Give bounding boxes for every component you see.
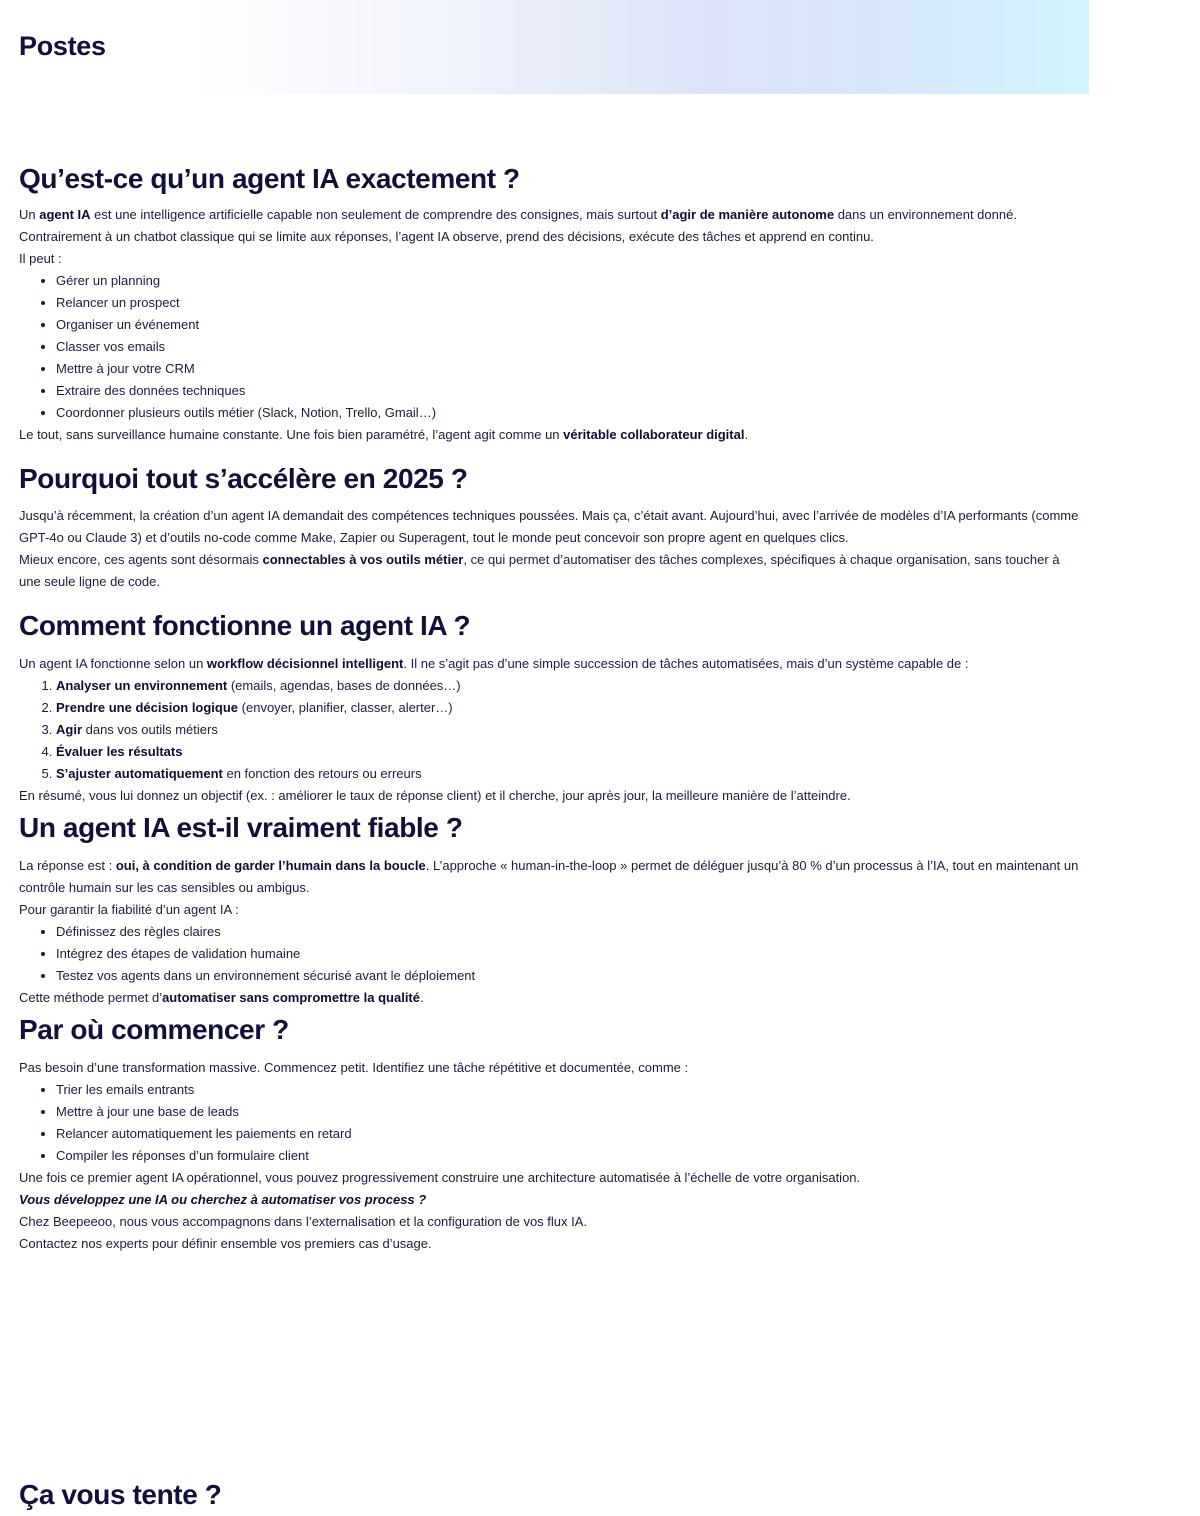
bold-text: véritable collaborateur digital [563, 427, 745, 442]
paragraph: Cette méthode permet d’automatiser sans compromettre la qualité. [19, 990, 424, 1005]
paragraph: La réponse est : oui, à condition de garder l’humain dans la boucle. L’approche « human-in-the-loop » permet de déléguer jusqu’à 80 % d’un processus à l’IA, tout en maintenant un contrôle humain sur les cas sensibles ou ambigus. [19, 858, 1079, 895]
list-item: • Classer vos emails [56, 336, 1081, 358]
bold-text: automatiser sans compromettre la qualité [162, 990, 420, 1005]
paragraph: Une fois ce premier agent IA opérationnel, vous pouvez progressivement construire une architecture automatisée à l’échelle de votre organisation. [19, 1170, 861, 1185]
bold-text: workflow décisionnel intelligent [206, 656, 404, 671]
paragraph: Un agent IA est une intelligence artificielle capable non seulement de comprendre des consignes, mais surtout d’agir de manière autonome dans un environnement donné. Contrairement à un chatbot classique qui se limite aux réponses, l’agent IA observe, prend des décisions, exécute des tâches et apprend en continu. [19, 207, 1017, 244]
section-title: Un agent IA est-il vraiment fiable ? [19, 812, 463, 843]
list-item: • Mettre à jour votre CRM [56, 358, 1081, 380]
list-item: • Relancer automatiquement les paiements en retard [56, 1123, 1081, 1145]
list-item: 1. Analyser un environnement (emails, agendas, bases de données…) [56, 675, 1081, 697]
list-item: • Intégrez des étapes de validation humaine [56, 943, 1081, 965]
bold-text: agent IA [39, 207, 91, 222]
section-title: Pourquoi tout s’accélère en 2025 ? [19, 463, 468, 494]
bold-text: connectables à vos outils métier [262, 552, 464, 567]
paragraph: Pour garantir la fiabilité d’un agent IA : [19, 902, 239, 917]
cta-question: Vous développez une IA ou cherchez à automatiser vos process ? [19, 1192, 427, 1207]
list-item: • Testez vos agents dans un environnement sécurisé avant le déploiement [56, 965, 1081, 987]
list-item: • Coordonner plusieurs outils métier (Slack, Notion, Trello, Gmail…) [56, 402, 1081, 424]
bold-text: d’agir de manière autonome [660, 207, 835, 222]
footer-section-title: Ça vous tente ? [19, 1479, 222, 1510]
list-item: 4. Évaluer les résultats [56, 741, 1081, 763]
paragraph: Chez Beepeeoo, nous vous accompagnons dans l’externalisation et la configuration de vos flux IA. [19, 1214, 588, 1229]
section-title: Par où commencer ? [19, 1014, 289, 1045]
section-title: Comment fonctionne un agent IA ? [19, 610, 471, 641]
paragraph: Un agent IA fonctionne selon un workflow décisionnel intelligent. Il ne s’agit pas d’une simple succession de tâches automatisées, mais d’un système capable de : [19, 656, 969, 671]
reliability-list [19, 921, 1081, 987]
article-body [19, 158, 1081, 1255]
paragraph: Le tout, sans surveillance humaine constante. Une fois bien paramétré, l’agent agit comme un véritable collaborateur digital. [19, 427, 749, 442]
list-item: • Définissez des règles claires [56, 921, 1081, 943]
paragraph: Jusqu’à récemment, la création d’un agent IA demandait des compétences techniques poussées. Mais ça, c’était avant. Aujourd’hui, avec l’arrivée de modèles d’IA performants (comme GPT-4o ou Claude 3) et d’outils no-code comme Make, Zapier ou Superagent, tout le monde peut concevoir son propre agent en quelques clics. [19, 508, 1079, 545]
page-title: Postes [19, 31, 106, 61]
bold-text: oui, à condition de garder l’humain dans la boucle [115, 858, 426, 873]
section-how-it-works [19, 605, 1081, 807]
list-item: • Mettre à jour une base de leads [56, 1101, 1081, 1123]
section-title: Qu’est-ce qu’un agent IA exactement ? [19, 163, 520, 194]
capabilities-list [19, 270, 1081, 424]
section-why-2025 [19, 458, 1081, 593]
section-reliability [19, 807, 1081, 1009]
section-what-is-agent [19, 158, 1081, 446]
list-item: 3. Agir dans vos outils métiers [56, 719, 1081, 741]
list-item: • Organiser un événement [56, 314, 1081, 336]
paragraph: Il peut : [19, 251, 62, 266]
list-item: • Extraire des données techniques [56, 380, 1081, 402]
paragraph: Mieux encore, ces agents sont désormais connectables à vos outils métier, ce qui permet d’automatiser des tâches complexes, spécifiques à chaque organisation, sans toucher à une seule ligne de code. [19, 552, 1060, 589]
list-item: • Gérer un planning [56, 270, 1081, 292]
paragraph: Contactez nos experts pour définir ensemble vos premiers cas d’usage. [19, 1236, 432, 1251]
list-item: • Relancer un prospect [56, 292, 1081, 314]
steps-list [19, 675, 1081, 785]
list-item: 2. Prendre une décision logique (envoyer, planifier, classer, alerter…) [56, 697, 1081, 719]
tasks-list [19, 1079, 1081, 1167]
list-item: 5. S’ajuster automatiquement en fonction des retours ou erreurs [56, 763, 1081, 785]
hero-banner [0, 0, 1089, 94]
list-item: • Trier les emails entrants [56, 1079, 1081, 1101]
section-where-to-start [19, 1009, 1081, 1255]
list-item: • Compiler les réponses d’un formulaire client [56, 1145, 1081, 1167]
paragraph: Pas besoin d’une transformation massive. Commencez petit. Identifiez une tâche répétitive et documentée, comme : [19, 1060, 689, 1075]
paragraph: En résumé, vous lui donnez un objectif (ex. : améliorer le taux de réponse client) et il cherche, jour après jour, la meilleure manière de l’atteindre. [19, 788, 851, 803]
